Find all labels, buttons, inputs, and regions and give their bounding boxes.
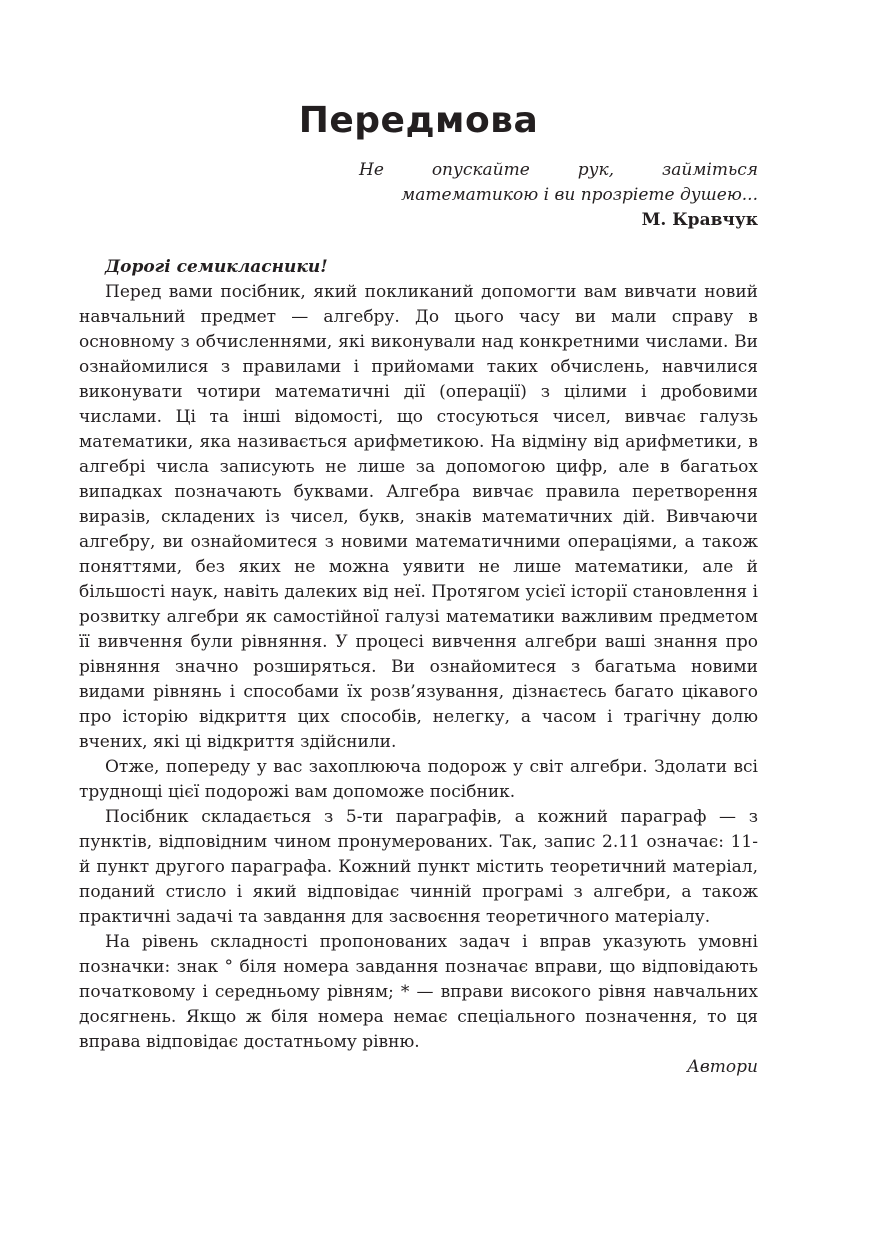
paragraph: Перед вами посібник, який покликаний допомогти вам вивчати новий навчальний предмет — алгебру. До цього часу ви мали справу в основному з обчисленнями, які виконували над конкретними числами. Ви ознайомилися з правилами і прийомами таких обчислень, навчилися виконувати чотири математичні дії (операції) з цілими і дробовими числами. Ці та інші відомості, що стосуються чисел, вивчає галузь математики, яка називається арифметикою. На відміну від арифметики, в алгебрі числа записують не лише за допомогою цифр, але в багатьох випадках позначають буквами. Алгебра вивчає правила перетворення виразів, складених із чисел, букв, знаків математичних дій. Вивчаючи алгебру, ви ознайомитеся з новими математичними операціями, а також поняттями, без яких не можна уявити не лише математики, але й більшості наук, навіть далеких від неї. Протягом усієї історії становлення і розвитку алгебри як самостійної галузі математики важливим предметом її вивчення були рівняння. У процесі вивчення алгебри ваші знання про рівняння значно розширяться. Ви ознайомитеся з багатьма новими видами рівнянь і способами їх розв’язування, дізнаєтесь багато цікавого про історію відкриття цих способів, нелегку, а часом і трагічну долю вчених, які ці відкриття здійснили. [79,282,758,752]
page-title: Передмова [298,100,539,141]
epigraph-author: М. Кравчук [641,210,758,230]
signature: Автори [687,1057,758,1077]
epigraph [359,158,758,233]
preface-body [79,255,758,1080]
paragraph: Посібник складається з 5-ти параграфів, а кожний параграф — з пунктів, відповідним чином пронумерованих. Так, запис 2.11 означає: 11-й пункт другого параграфа. Кожний пункт містить теоретичний матеріал, поданий стисло і який відповідає чинній програмі з алгебри, а також практичні задачі та завдання для засвоєння теоретичного матеріалу. [79,807,758,927]
paragraph: На рівень складності пропонованих задач і вправ указують умовні позначки: знак ° біля номера завдання позначає вправи, що відповідають початковому і середньому рівням; * — вправи високого рівня навчальних досягнень. Якщо ж біля номера немає спеціального позначення, то ця вправа відповідає достатньому рівню. [79,932,758,1052]
document-page [79,96,758,1080]
greeting: Дорогі семикласники! [105,257,328,277]
paragraph: Отже, попереду у вас захоплююча подорож у світ алгебри. Здолати всі труднощі цієї подорожі вам допоможе посібник. [79,757,758,802]
epigraph-quote: Не опускайте рук, займіться математикою і ви прозріете душею... [359,160,758,205]
